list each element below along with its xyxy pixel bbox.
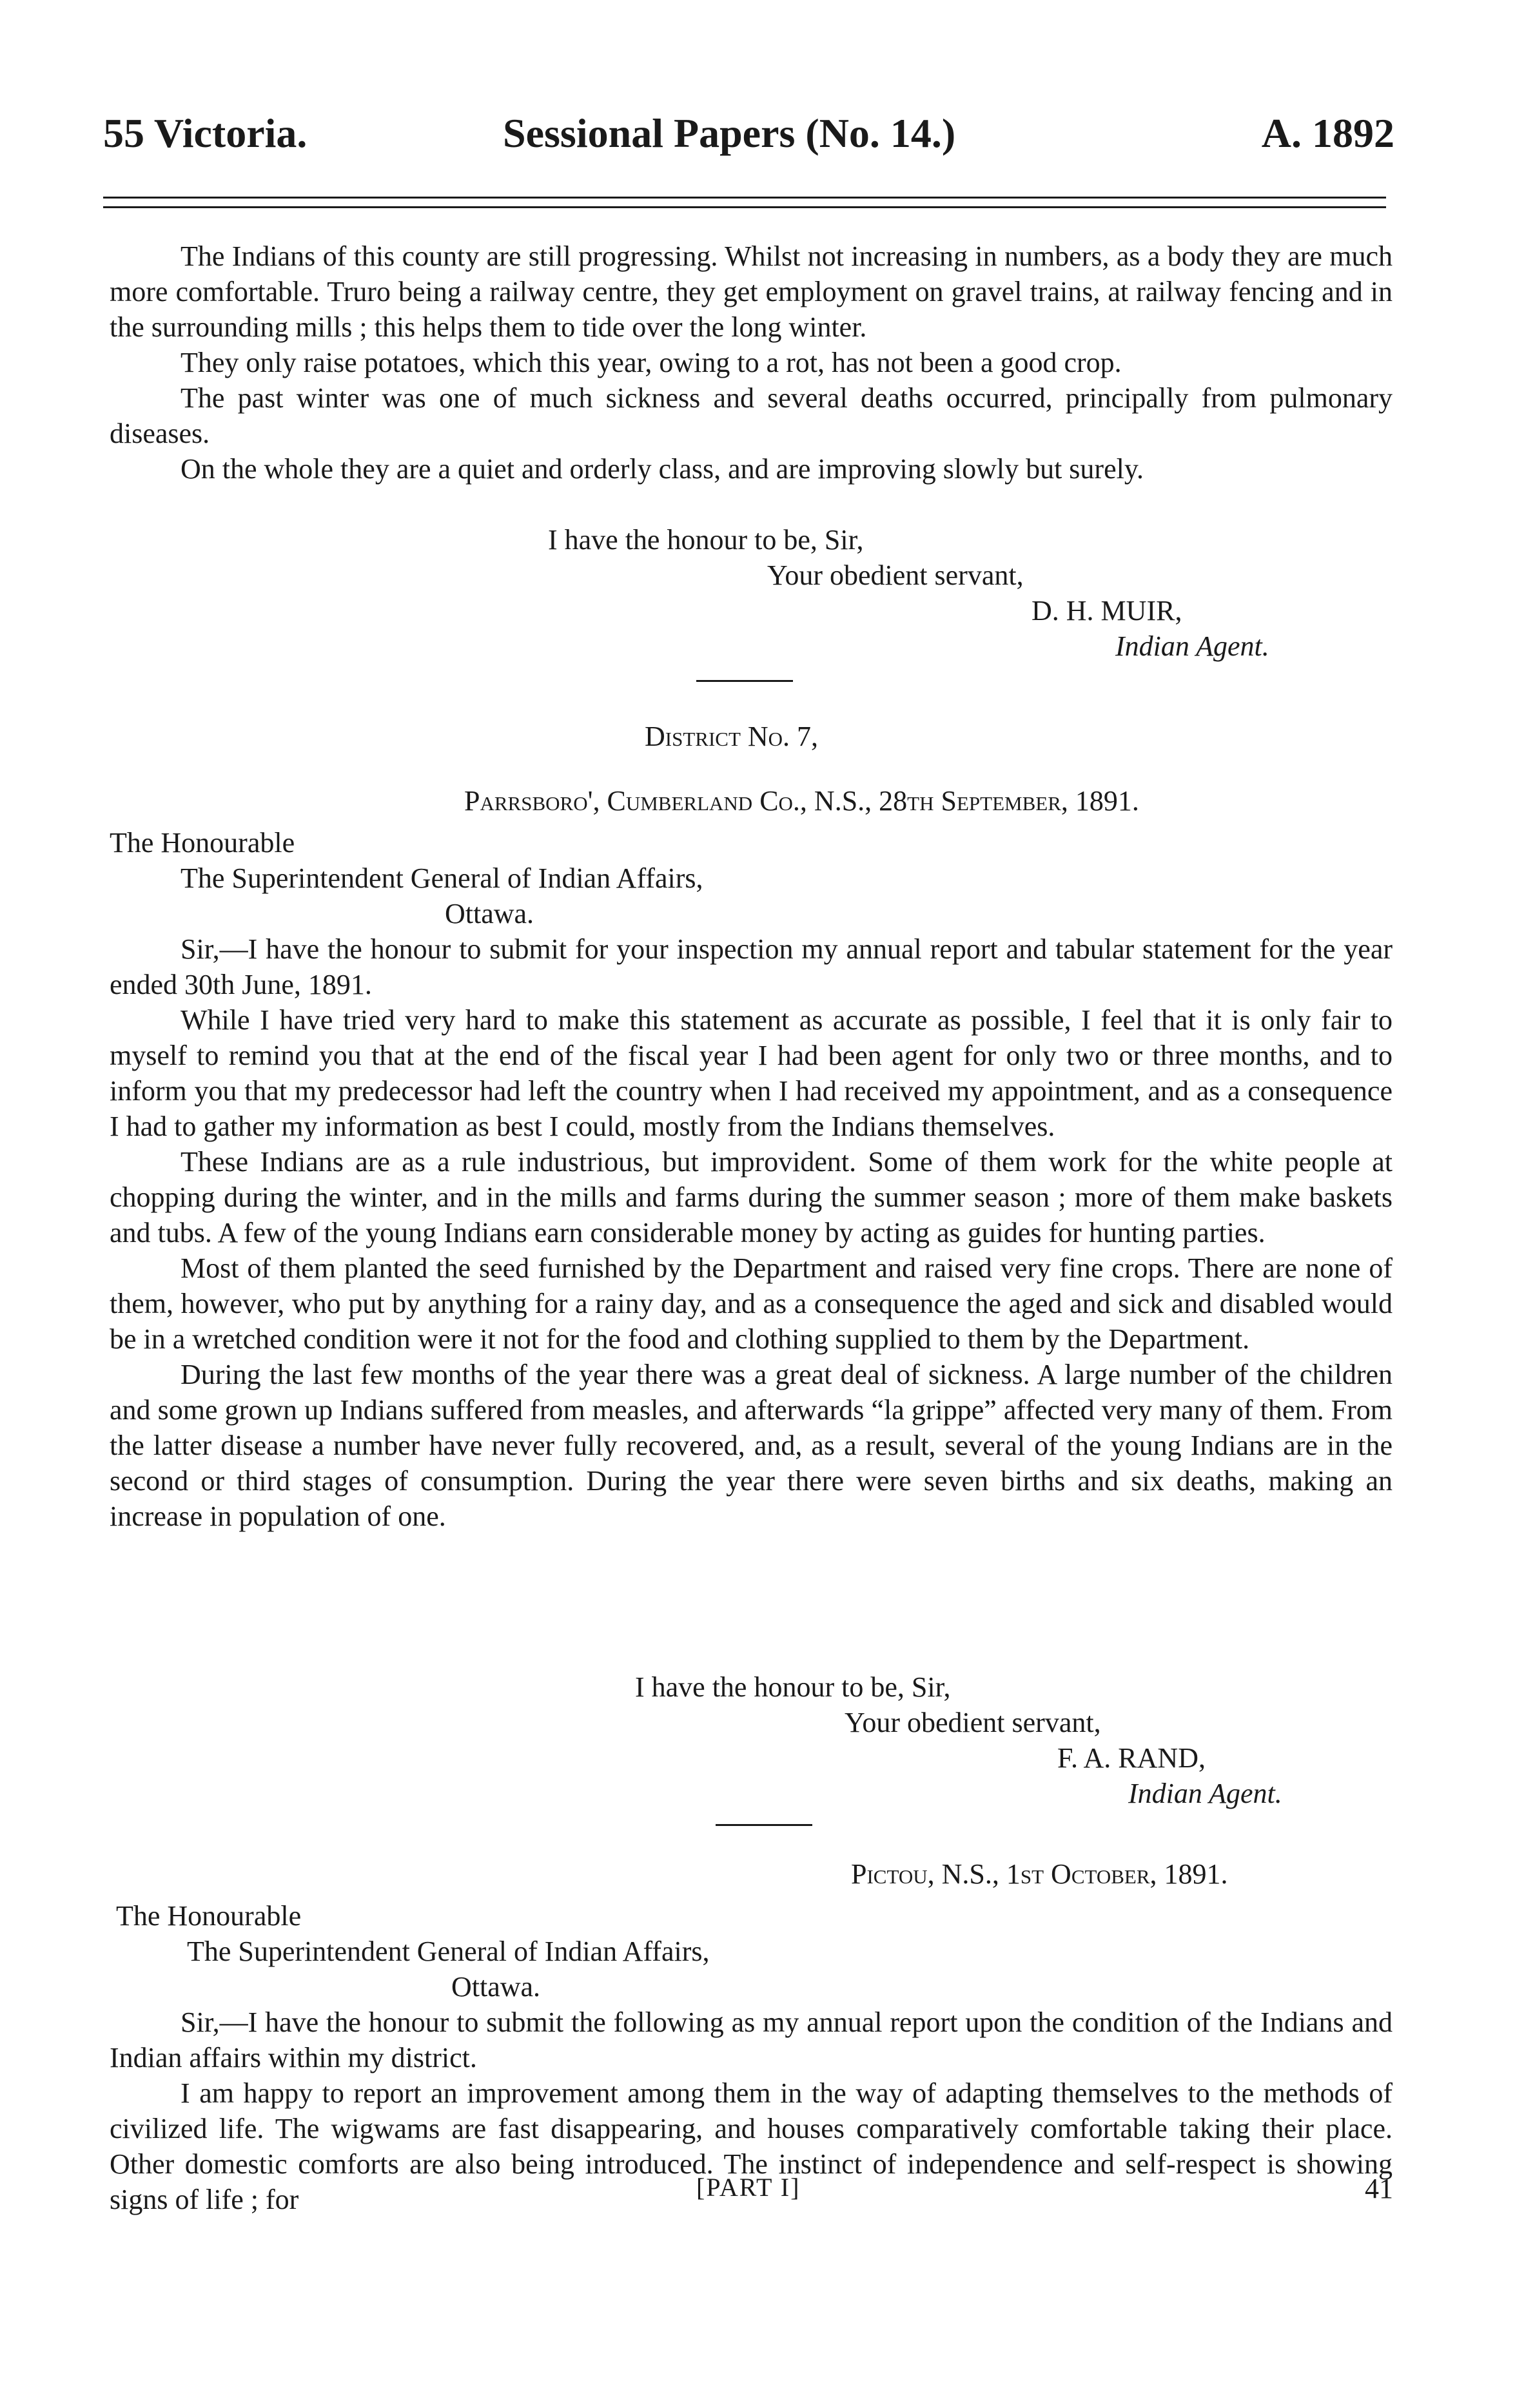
letter3-addressee-line1: The Honourable (116, 1900, 302, 1932)
letter2-servant: Your obedient servant, (845, 1707, 1101, 1738)
page-number: 41 (1365, 2173, 1393, 2204)
section-separator (696, 680, 793, 682)
letter2-addressee-line2: The Superintendent General of Indian Affairs, (181, 862, 703, 894)
header-volume: 55 Victoria. (103, 110, 308, 156)
section-separator (716, 1824, 812, 1826)
header-rule-top (103, 197, 1386, 199)
letter3-paragraph: Sir,—I have the honour to submit the following as my annual report upon the condition of the Indians and Indian affairs within my district. (110, 2006, 1393, 2073)
letter2-paragraph: While I have tried very hard to make this statement as accurate as possible, I feel that it is only fair to myself to remind you that at the end of the fiscal year I had been agent for only two or three months, and to inform you that my predecessor had left the country when I had received my appointment, and as a consequence I had to gather my information as best I could, mostly from the Indians themselves. (110, 1004, 1393, 1142)
letter3-place-date: Pictou, N.S., 1st October, 1891. (851, 1858, 1228, 1890)
header-year: A. 1892 (1261, 110, 1394, 156)
footer-part-label: [PART I] (696, 2173, 801, 2202)
letter2-agent-title: Indian Agent. (1128, 1778, 1282, 1809)
letter3-paragraph: I am happy to report an improvement among them in the way of adapting themselves to the methods of civilized life. The wigwams are fast disappearing, and houses comparatively comfortable taking their place. Other domestic comforts are also being introduced. The instinct of independence and self-respect is showing signs of life ; for (110, 2077, 1393, 2215)
letter1-closing: I have the honour to be, Sir, (548, 524, 864, 556)
letter1-paragraph: On the whole they are a quiet and orderly class, and are improving slowly but surely. (181, 453, 1144, 485)
letter1-paragraph: The past winter was one of much sickness and several deaths occurred, principally from pulmonary diseases. (110, 382, 1393, 449)
letter1-agent-title: Indian Agent. (1115, 630, 1269, 662)
letter1-signature: D. H. MUIR, (1031, 595, 1182, 626)
letter2-addressee-line3: Ottawa. (445, 898, 534, 929)
letter2-paragraph: Sir,—I have the honour to submit for your inspection my annual report and tabular statement for the year ended 30th June, 1891. (110, 933, 1393, 1000)
header-rule-bottom (103, 206, 1386, 208)
letter1-servant: Your obedient servant, (767, 559, 1024, 591)
letter3-addressee-line2: The Superintendent General of Indian Affairs, (187, 1936, 710, 1967)
letter2-signature: F. A. RAND, (1057, 1742, 1206, 1774)
letter3-addressee-line3: Ottawa. (451, 1971, 541, 2003)
letter2-paragraph: Most of them planted the seed furnished by the Department and raised very fine crops. There are none of them, however, who put by anything for a rainy day, and as a consequence the aged and sick and disabled would be in a wretched condition were it not for the food and clothing supplied to them by the Department. (110, 1252, 1393, 1355)
letter2-closing: I have the honour to be, Sir, (635, 1671, 951, 1703)
letter2-body (110, 931, 1393, 1534)
letter2-addressee-line1: The Honourable (110, 827, 295, 859)
header-title: Sessional Papers (No. 14.) (503, 110, 956, 156)
letter1-body (110, 238, 1393, 487)
letter1-paragraph: The Indians of this county are still progressing. Whilst not increasing in numbers, as a body they are much more comfortable. Truro being a railway centre, they get employment on gravel trains, at railway fencing and in the surrounding mills ; this helps them to tide over the long winter. (110, 240, 1393, 343)
letter1-paragraph: They only raise potatoes, which this year, owing to a rot, has not been a good crop. (181, 347, 1122, 378)
letter2-paragraph: These Indians are as a rule industrious, but improvident. Some of them work for the white people at chopping during the winter, and in the mills and farms during the summer season ; more of them make baskets and tubs. A few of the young Indians earn considerable money by acting as guides for hunting parties. (110, 1146, 1393, 1248)
district-heading: District No. 7, (645, 721, 819, 752)
letter2-place-date: Parrsboro', Cumberland Co., N.S., 28th September, 1891. (464, 785, 1139, 817)
letter2-paragraph: During the last few months of the year there was a great deal of sickness. A large number of the children and some grown up Indians suffered from measles, and afterwards “la grippe” affected very many of them. From the latter disease a number have never fully recovered, and, as a result, several of the young Indians are in the second or third stages of consumption. During the year there were seven births and six deaths, making an increase in population of one. (110, 1359, 1393, 1532)
